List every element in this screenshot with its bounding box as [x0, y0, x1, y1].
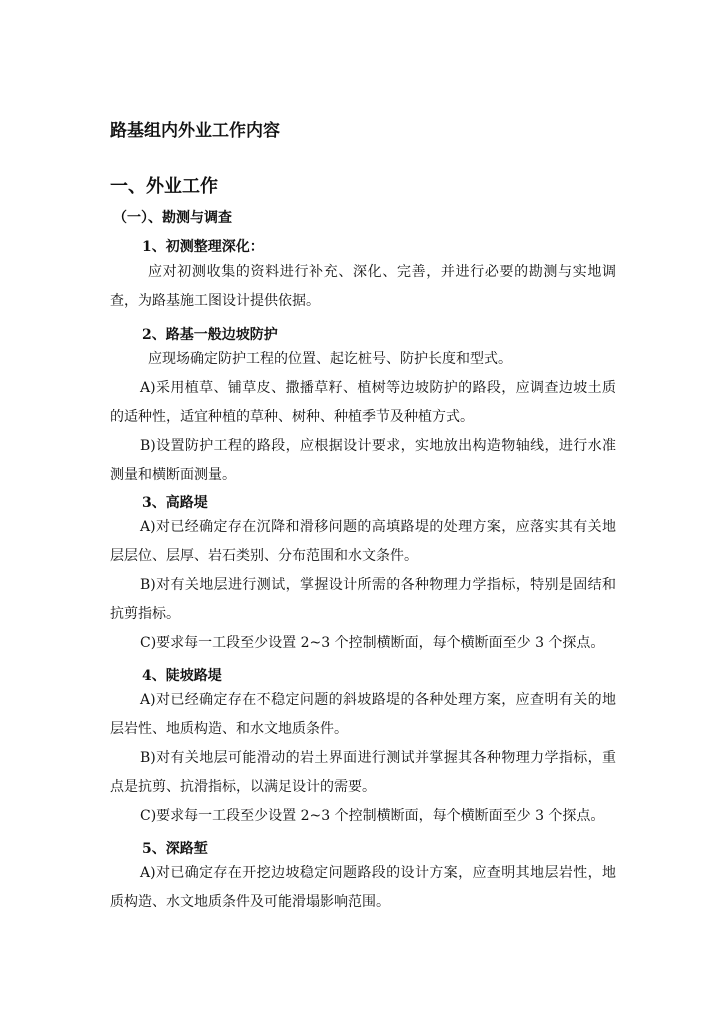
paragraph: B)对有关地层可能滑动的岩土界面进行测试并掌握其各种物理力学指标，重点是抗剪、抗滑指标，以满足设计的需要。 [110, 750, 616, 795]
subsection-heading: （一）、勘测与调查 [113, 210, 232, 226]
paragraph: B)对有关地层进行测试，掌握设计所需的各种物理力学指标，特别是固结和抗剪指标。 [110, 577, 616, 622]
paragraph: C)要求每一工段至少设置 2~3 个控制横断面，每个横断面至少 3 个探点。 [140, 635, 605, 651]
item-heading-1: 1、初测整理深化： [142, 239, 264, 255]
paragraph: A)对已确定存在开挖边坡稳定问题路段的设计方案，应查明其地层岩性，地质构造、水文地质条件及可能滑塌影响范围。 [110, 865, 616, 910]
item-heading-5: 5、深路堑 [142, 841, 208, 857]
document-title: 路基组内外业工作内容 [110, 121, 280, 141]
section-heading: 一、外业工作 [110, 176, 218, 197]
paragraph: C)要求每一工段至少设置 2~3 个控制横断面，每个横断面至少 3 个探点。 [140, 808, 605, 824]
item-heading-2: 2、路基一般边坡防护 [142, 327, 278, 343]
paragraph: 应对初测收集的资料进行补充、深化、完善，并进行必要的勘测与实地调查，为路基施工图设计提供依据。 [110, 264, 616, 309]
paragraph: 应现场确定防护工程的位置、起讫桩号、防护长度和型式。 [148, 351, 512, 367]
paragraph: B)设置防护工程的路段，应根据设计要求，实地放出构造物轴线，进行水准测量和横断面测量。 [110, 438, 616, 483]
item-heading-3: 3、高路堤 [142, 495, 208, 511]
paragraph: A)采用植草、铺草皮、撒播草籽、植树等边坡防护的路段，应调查边坡土质的适种性，适宜种植的草种、树种、种植季节及种植方式。 [110, 380, 616, 425]
paragraph: A)对已经确定存在不稳定问题的斜坡路堤的各种处理方案，应查明有关的地层岩性、地质构造、和水文地质条件。 [110, 692, 616, 737]
item-heading-4: 4、陡坡路堤 [142, 668, 222, 684]
paragraph: A)对已经确定存在沉降和滑移问题的高填路堤的处理方案，应落实其有关地层层位、层厚、岩石类别、分布范围和水文条件。 [110, 519, 616, 564]
